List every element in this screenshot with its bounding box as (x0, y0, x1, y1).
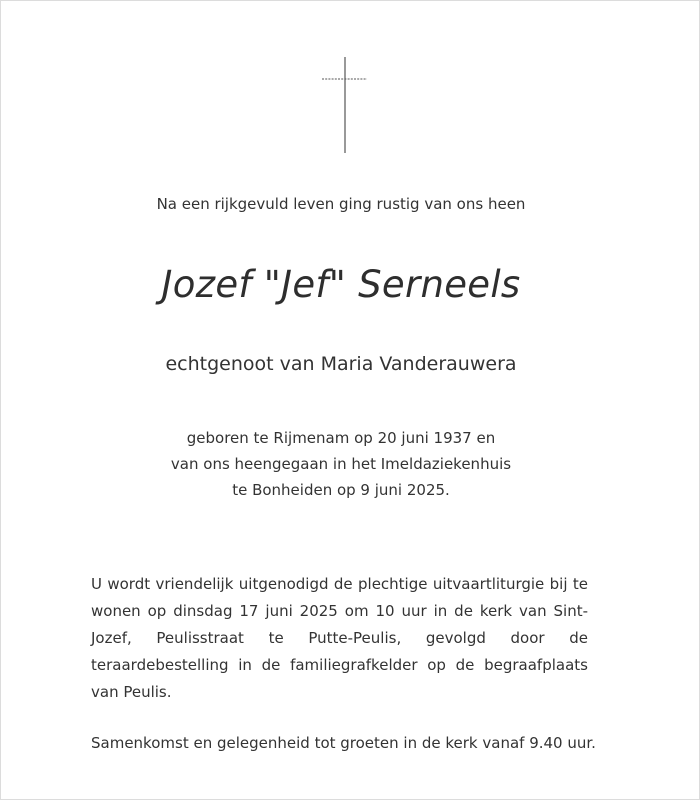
born-line-3: te Bonheiden op 9 juni 2025. (232, 481, 450, 499)
deceased-name: Jozef "Jef" Serneels (161, 263, 521, 306)
birth-death-details (1, 425, 681, 503)
spouse-text: echtgenoot van Maria Vanderauwera (165, 353, 517, 375)
born-line-2: van ons heengegaan in het Imeldaziekenhuis (170, 455, 512, 473)
cross-icon (319, 57, 369, 153)
born-line-1: geboren te Rijmenam op 20 juni 1937 en (186, 429, 496, 447)
invitation-paragraph: U wordt vriendelijk uitgenodigd de plechtige uitvaartliturgie bij te wonen op dinsdag 17 juni 2025 om 10 uur in de kerk van Sint-Jozef, Peulisstraat te Putte-Peulis, gevolgd door de teraardebestelling in de familiegrafkelder op de begraafplaats van Peulis. (91, 575, 588, 701)
intro-text: Na een rijkgevuld leven ging rustig van ons heen (156, 195, 526, 213)
gathering-text: Samenkomst en gelegenheid tot groeten in de kerk vanaf 9.40 uur. (91, 734, 596, 752)
